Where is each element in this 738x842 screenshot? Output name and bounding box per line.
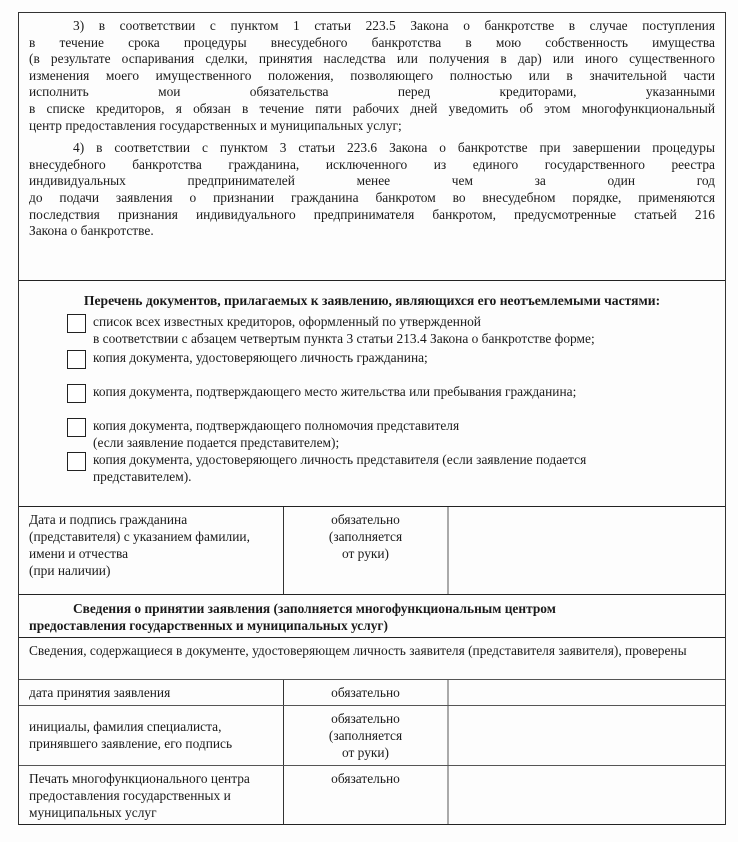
text-line: последствия признания индивидуального предпринимателя банкротом, предусмотренные статьей 216 [29,206,715,222]
document-checkbox[interactable] [67,350,86,369]
acceptance-title-line: Сведения о принятии заявления (заполняется многофункциональным центром [73,601,556,616]
document-text: копия документа, подтверждающего место жительства или пребывания гражданина; [93,384,577,399]
document-checkbox[interactable] [67,418,86,437]
acceptance-requirement [284,706,449,765]
label-line: предоставления государственных и [29,788,231,803]
document-item [29,451,715,485]
acceptance-row [19,706,725,766]
text-line: 3) в соответствии с пунктом 1 статьи 223.5 Закона о банкротстве в случае поступления [73,18,715,33]
requirement-line: (заполняется [328,728,403,743]
verification-text: Сведения, содержащиеся в документе, удостоверяющем личность заявителя (представителя заявителя), проверены [29,643,687,658]
acceptance-label [19,680,284,705]
obligations-section [19,13,725,281]
acceptance-title-line: предоставления государственных и муниципальных услуг) [29,618,388,633]
text-line: изменения моего имущественного положения, позволяющего полностью или в значительной части [29,67,715,83]
document-text: список всех известных кредиторов, оформленный по утвержденной [93,314,481,329]
acceptance-title [19,595,566,637]
label-line: Печать многофункционального центра [29,771,250,786]
label-line: (при наличии) [29,563,111,578]
document-text: копия документа, подтверждающего полномочия представителя [93,418,460,433]
document-checkbox[interactable] [67,384,86,403]
document-checkbox[interactable] [67,452,86,471]
document-item [29,313,715,347]
requirement-line: обязательно [331,512,400,527]
signature-row [19,507,725,595]
document-text: копия документа, удостоверяющего личность гражданина; [93,350,428,365]
acceptance-label [19,766,284,824]
label-line: имени и отчества [29,546,129,561]
requirement-line: обязательно [331,685,400,700]
document-item [29,417,715,451]
text-line: центр предоставления государственных и муниципальных услуг; [29,117,402,133]
point-3 [29,18,715,134]
document-item [29,383,715,417]
text-line: до подачи заявления о признании гражданина банкротом во внесудебном порядке, применяются [29,189,715,205]
text-line: Закона о банкротстве. [29,223,154,239]
requirement-line: от руки) [341,546,390,561]
acceptance-header [19,595,725,638]
acceptance-requirement [284,680,449,705]
requirement-line: (заполняется [328,529,403,544]
label-line: инициалы, фамилия специалиста, [29,719,222,734]
document-text: копия документа, удостоверяющего личность представителя (если заявление подается [93,452,587,467]
documents-title: Перечень документов, прилагаемых к заявлению, являющихся его неотъемлемыми частями: [83,293,661,308]
acceptance-row [19,766,725,825]
document-item [29,349,715,383]
document-text: представителем). [93,469,192,484]
requirement-line: обязательно [331,771,400,786]
label-line: принявшего заявление, его подпись [29,736,233,751]
text-line: внесудебного банкротства гражданина, исключенного из единого государственного реестра [29,156,715,172]
acceptance-date-field[interactable] [449,680,725,705]
document-text: в соответствии с абзацем четвертым пункта 3 статьи 213.4 Закона о банкротстве форме; [93,331,595,346]
text-line: в течение срока процедуры внесудебного банкротства в мою собственность имущества [29,34,715,50]
text-line: исполнить мои обязательства перед кредиторами, указанными [29,84,715,100]
acceptance-row [19,680,725,706]
signature-field[interactable] [449,507,725,594]
document-text: (если заявление подается представителем); [93,435,340,450]
attached-documents-section [19,281,725,507]
text-line: 4) в соответствии с пунктом 3 статьи 223.6 Закона о банкротстве при завершении процедуры [73,140,715,156]
signature-label [19,507,284,594]
application-form-page [18,12,726,825]
document-checkbox[interactable] [67,314,86,333]
text-line: в списке кредиторов, я обязан в течение пяти рабочих дней уведомить об этом многофункциональный [29,100,715,116]
label-line: Дата и подпись гражданина [29,512,188,527]
stamp-field[interactable] [449,766,725,824]
text-line: индивидуальных предпринимателей менее чем за один год [29,173,715,189]
requirement-line: от руки) [341,745,390,760]
label-line: дата принятия заявления [29,685,171,700]
signature-requirement [284,507,449,594]
specialist-signature-field[interactable] [449,706,725,765]
label-line: муниципальных услуг [29,805,157,820]
verification-row [19,638,725,680]
point-4 [29,140,715,240]
acceptance-label [19,706,284,765]
text-line: (в результате оспаривания сделки, принятия наследства или получения в дар) или иного существенного [29,51,715,67]
acceptance-requirement [284,766,449,824]
label-line: (представителя) с указанием фамилии, [29,529,250,544]
requirement-line: обязательно [331,711,400,726]
